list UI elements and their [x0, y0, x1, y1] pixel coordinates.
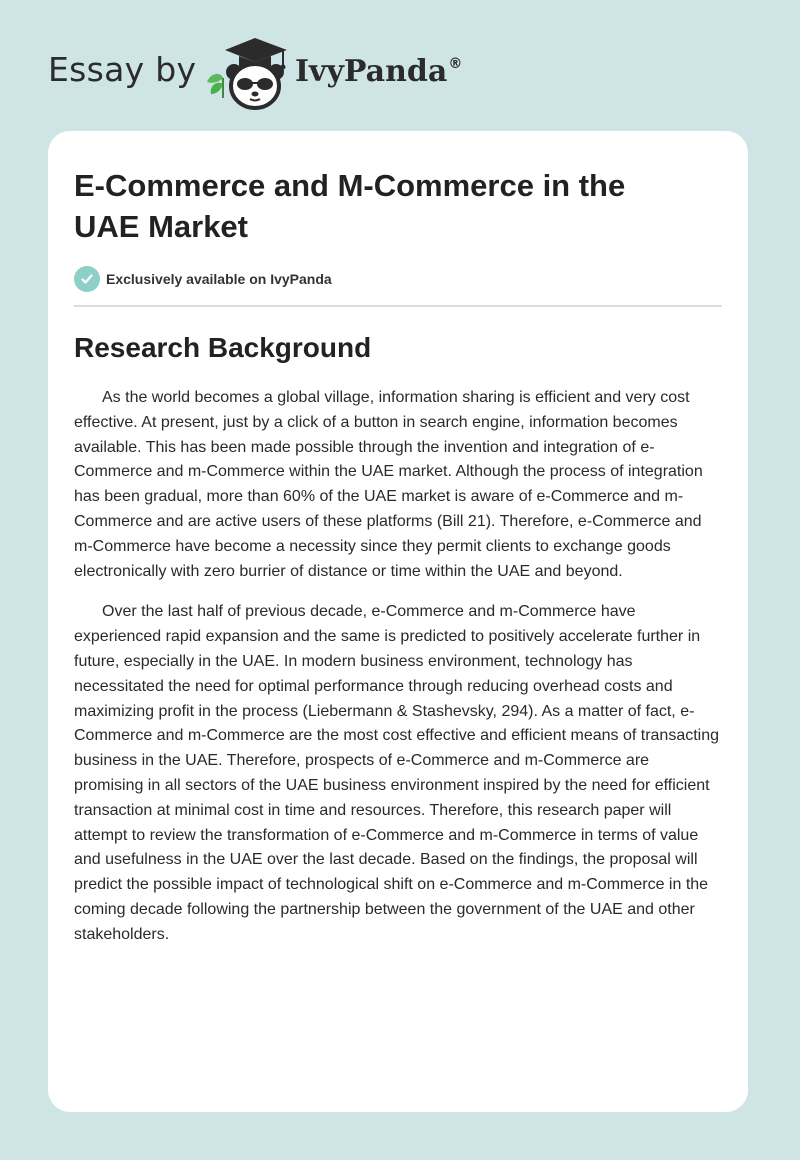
paragraph-2: Over the last half of previous decade, e-Commerce and m-Commerce have experienced rapid expansion and the same is predicted to positively accelerate further in future, especially in the UAE. In modern business environment, technology has necessitated the need for optimal performance through reducing overhead costs and maximizing profit in the process (Liebermann & Stashevsky, 294). As a matter of fact, e-Commerce and m-Commerce are the most cost effective and efficient means of transacting business in the UAE. Therefore, prospects of e-Commerce and m-Commerce are promising in all sectors of the UAE business environment inspired by the need for efficient transaction at minimal cost in time and resources. Therefore, this research paper will attempt to review the transformation of e-Commerce and m-Commerce in terms of value and usefulness in the UAE over the last decade. Based on the findings, the proposal will predict the possible impact of technological shift on e-Commerce and m-Commerce in the coming decade following the partnership between the government of the UAE and other stakeholders. — [74, 603, 720, 943]
essay-card — [48, 131, 748, 1112]
exclusive-badge — [74, 265, 722, 293]
registered-mark: ® — [448, 56, 463, 72]
essay-title: E-Commerce and M-Commerce in the UAE Market — [74, 168, 626, 244]
divider — [74, 305, 722, 307]
site-header — [48, 36, 568, 112]
brand-name[interactable]: IvyPanda® — [295, 54, 463, 89]
essay-by-label: Essay by — [48, 50, 197, 89]
check-icon — [74, 266, 100, 292]
section-heading: Research Background — [74, 332, 372, 363]
panda-graduate-icon[interactable] — [203, 36, 293, 112]
leaf-icon — [207, 74, 223, 98]
paragraph-1: As the world becomes a global village, information sharing is efficient and very cost effective. At present, just by a click of a button in search engine, information becomes available. This has been made possible through the invention and integration of e-Commerce and m-Commerce within the UAE market. Although the process of integration has been gradual, more than 60% of the UAE market is aware of e-Commerce and m-Commerce and are active users of these platforms (Bill 21). Therefore, e-Commerce and m-Commerce have become a necessity since they permit clients to exchange goods electronically with zero burrier of distance or time within the UAE and beyond. — [74, 389, 703, 580]
exclusive-badge-text: Exclusively available on IvyPanda — [106, 271, 332, 287]
